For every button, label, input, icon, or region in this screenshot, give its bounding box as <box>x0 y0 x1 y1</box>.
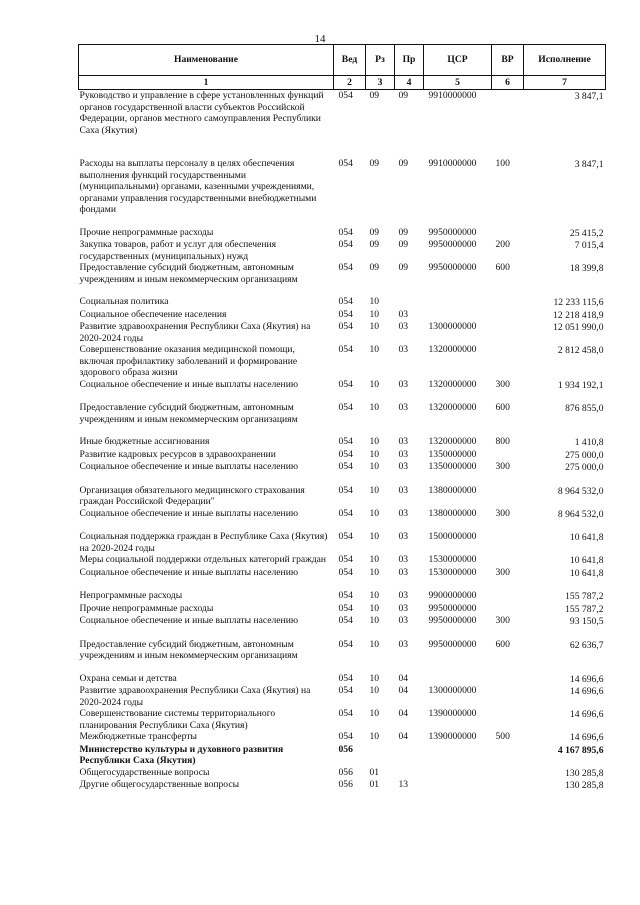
cell-csr <box>424 309 492 322</box>
spacer-row <box>79 136 606 147</box>
cell-rz: 10 <box>369 402 380 413</box>
cell-ved: 054 <box>338 615 353 626</box>
cell-rz: 10 <box>369 566 380 578</box>
cell-value: 1 934 192,1 <box>557 379 604 391</box>
cell-rz: 09 <box>369 158 380 169</box>
cell-name: Социальная политика <box>79 296 169 307</box>
cell-name: Социальное обеспечение и иные выплаты населению <box>79 378 298 390</box>
table-row <box>79 402 606 425</box>
cell-rz: 10 <box>369 531 380 542</box>
cell-csr: 1380000000 <box>428 484 477 496</box>
cell-pr: 03 <box>398 531 409 542</box>
cell-pr: 03 <box>398 402 409 413</box>
cell-rz: 09 <box>369 226 380 238</box>
cell-name: Прочие непрограммные расходы <box>79 226 214 238</box>
cell-value: 3 847,1 <box>574 159 604 170</box>
cell-ved: 054 <box>338 708 353 719</box>
spacer-row <box>79 425 606 436</box>
budget-table <box>78 44 606 792</box>
cell-vr <box>492 296 524 309</box>
cell-vr <box>492 309 524 322</box>
cell-ved: 054 <box>338 378 353 390</box>
table-row <box>79 731 606 744</box>
cell-value: 14 696,6 <box>569 709 604 720</box>
cell-csr: 9950000000 <box>428 615 477 626</box>
cell-rz: 10 <box>369 615 380 626</box>
cell-value: 130 285,8 <box>565 780 604 791</box>
spacer-row <box>79 579 606 590</box>
spacer-row <box>79 474 606 485</box>
spacer-cell <box>79 579 606 590</box>
cell-pr: 04 <box>398 731 409 742</box>
cell-value: 12 051 990,0 <box>553 322 604 333</box>
cell-ved: 054 <box>338 602 353 614</box>
table-row <box>79 590 606 603</box>
cell-rz: 10 <box>369 344 380 355</box>
table-row <box>79 603 606 616</box>
cell-value: 275 000,0 <box>565 462 604 473</box>
cell-csr: 1320000000 <box>428 402 477 413</box>
cell-name: Социальное обеспечение и иные выплаты населению <box>79 566 298 578</box>
header-rz: Рз <box>366 45 395 76</box>
column-number: 5 <box>424 76 492 90</box>
table-row <box>79 744 606 767</box>
table-row <box>79 321 606 344</box>
spacer-cell <box>79 628 606 639</box>
cell-rz: 10 <box>369 590 380 601</box>
cell-pr: 03 <box>398 566 409 578</box>
table-row <box>79 309 606 322</box>
cell-pr: 03 <box>398 321 409 332</box>
cell-vr: 100 <box>495 158 510 169</box>
header-csr: ЦСР <box>424 45 492 76</box>
cell-rz: 10 <box>369 507 380 519</box>
cell-name: Общегосударственные вопросы <box>79 766 210 778</box>
cell-value: 10 641,8 <box>569 555 604 566</box>
cell-pr: 03 <box>398 484 409 496</box>
cell-vr <box>492 90 524 137</box>
cell-vr <box>492 449 524 462</box>
spacer-row <box>79 216 606 227</box>
cell-value: 2 812 458,0 <box>557 345 604 356</box>
cell-value: 1 410,8 <box>574 437 604 448</box>
cell-vr <box>492 227 524 240</box>
cell-csr: 1530000000 <box>428 566 477 578</box>
cell-ved: 054 <box>338 308 353 320</box>
cell-rz: 10 <box>369 685 380 696</box>
cell-csr: 1530000000 <box>428 554 477 565</box>
cell-csr: 1300000000 <box>428 685 477 696</box>
cell-value: 10 641,8 <box>569 567 604 579</box>
cell-csr <box>424 744 492 767</box>
cell-ved: 056 <box>338 743 353 755</box>
cell-csr <box>424 673 492 686</box>
cell-vr <box>492 673 524 686</box>
cell-csr: 9900000000 <box>428 590 477 601</box>
cell-name: Межбюджетные трансферты <box>79 731 197 742</box>
table-row <box>79 567 606 580</box>
table-body <box>79 90 606 792</box>
cell-name: Прочие непрограммные расходы <box>79 602 214 614</box>
cell-vr <box>492 708 524 731</box>
cell-pr <box>395 744 424 767</box>
cell-csr: 1320000000 <box>428 436 477 447</box>
cell-name: Предоставление субсидий бюджетным, автономным учреждениям и иным некоммерческим организациям <box>79 262 298 285</box>
column-number: 7 <box>524 76 606 90</box>
cell-ved: 056 <box>338 766 353 778</box>
spacer-row <box>79 520 606 531</box>
cell-vr: 300 <box>495 507 510 519</box>
cell-csr: 9910000000 <box>428 90 477 101</box>
cell-vr <box>492 744 524 767</box>
cell-value: 10 641,8 <box>569 532 604 543</box>
cell-value: 4 167 895,6 <box>557 744 604 756</box>
cell-pr <box>395 767 424 780</box>
spacer-cell <box>79 136 606 147</box>
cell-name: Министерство культуры и духовного развития Республики Саха (Якутия) <box>79 743 284 766</box>
column-number: 4 <box>395 76 424 90</box>
column-number: 1 <box>79 76 334 90</box>
cell-value: 876 855,0 <box>565 403 604 414</box>
cell-value: 62 636,7 <box>569 639 604 651</box>
cell-value: 18 399,8 <box>569 263 604 274</box>
cell-value: 12 218 418,9 <box>553 309 604 321</box>
cell-rz <box>366 744 395 767</box>
cell-vr: 600 <box>495 402 510 413</box>
cell-value: 14 696,6 <box>569 673 604 685</box>
spacer-cell <box>79 662 606 673</box>
cell-csr <box>424 296 492 309</box>
table-row <box>79 508 606 521</box>
table-row <box>79 673 606 686</box>
cell-name: Предоставление субсидий бюджетным, автономным учреждениям и иным некоммерческим организациям <box>79 402 298 425</box>
cell-pr <box>395 296 424 309</box>
cell-ved: 054 <box>338 158 353 169</box>
cell-pr: 09 <box>398 90 409 101</box>
cell-csr <box>424 767 492 780</box>
spacer-cell <box>79 425 606 436</box>
cell-rz: 09 <box>369 90 380 101</box>
table-row <box>79 379 606 392</box>
cell-pr: 03 <box>398 344 409 355</box>
cell-value: 25 415,2 <box>569 227 604 239</box>
header-pr: Пр <box>395 45 424 76</box>
cell-rz: 10 <box>369 731 380 742</box>
cell-pr: 03 <box>398 554 409 565</box>
cell-name: Расходы на выплаты персоналу в целях обеспечения выполнения функций государственными (муниципальными) органами, казенными учреждениями, органами управления государственными внебюджетными фондами <box>79 158 317 215</box>
cell-vr: 600 <box>495 638 510 650</box>
cell-value: 8 964 532,0 <box>557 508 604 520</box>
cell-vr <box>492 767 524 780</box>
cell-ved: 054 <box>338 262 353 273</box>
cell-rz: 10 <box>369 708 380 719</box>
cell-vr <box>492 685 524 708</box>
table-row <box>79 90 606 137</box>
header-name: Наименование <box>79 45 334 76</box>
cell-name: Развитие кадровых ресурсов в здравоохранении <box>79 448 276 460</box>
cell-csr: 1500000000 <box>428 531 477 542</box>
cell-value: 7 015,4 <box>574 240 604 251</box>
header-vr: ВР <box>492 45 524 76</box>
header-ved: Вед <box>334 45 366 76</box>
cell-vr: 300 <box>495 615 510 626</box>
cell-pr: 13 <box>398 779 409 790</box>
cell-vr <box>492 590 524 603</box>
cell-ved: 054 <box>338 239 353 250</box>
cell-ved: 054 <box>338 731 353 742</box>
cell-name: Меры социальной поддержки отдельных категорий граждан <box>79 554 327 565</box>
cell-pr: 03 <box>398 507 409 519</box>
cell-rz: 01 <box>369 779 380 790</box>
cell-rz: 10 <box>369 436 380 447</box>
cell-vr: 800 <box>495 436 510 447</box>
cell-pr: 09 <box>398 158 409 169</box>
cell-pr: 04 <box>398 685 409 696</box>
cell-vr: 600 <box>495 262 510 273</box>
spacer-row <box>79 662 606 673</box>
cell-csr: 9950000000 <box>428 602 477 614</box>
cell-rz: 10 <box>369 308 380 320</box>
column-number: 3 <box>366 76 395 90</box>
spacer-row <box>79 391 606 402</box>
cell-rz: 10 <box>369 672 380 684</box>
cell-pr: 03 <box>398 461 409 472</box>
cell-rz: 09 <box>369 239 380 250</box>
cell-rz: 01 <box>369 766 380 778</box>
cell-name: Совершенствование системы территориального планирования Республики Саха (Якутия) <box>79 708 276 731</box>
cell-vr <box>492 531 524 554</box>
cell-csr: 9950000000 <box>428 638 477 650</box>
spacer-cell <box>79 285 606 296</box>
cell-value: 93 150,5 <box>569 616 604 627</box>
cell-value: 14 696,6 <box>569 732 604 743</box>
cell-rz: 10 <box>369 602 380 614</box>
table-row <box>79 158 606 216</box>
cell-name: Другие общегосударственные вопросы <box>79 779 240 790</box>
cell-vr <box>492 603 524 616</box>
table-row <box>79 779 606 792</box>
spacer-cell <box>79 147 606 158</box>
cell-pr: 03 <box>398 590 409 601</box>
cell-pr: 09 <box>398 239 409 250</box>
table-row <box>79 767 606 780</box>
cell-vr <box>492 779 524 792</box>
cell-name: Развитие здравоохранения Республики Саха (Якутия) на 2020-2024 годы <box>79 321 311 344</box>
cell-ved: 054 <box>338 321 353 332</box>
cell-csr: 1320000000 <box>428 344 477 355</box>
cell-name: Закупка товаров, работ и услуг для обеспечения государственных (муниципальных) нужд <box>79 239 277 262</box>
cell-name: Социальное обеспечение и иные выплаты населению <box>79 615 298 626</box>
cell-csr: 9950000000 <box>428 239 477 250</box>
table-row <box>79 685 606 708</box>
spacer-cell <box>79 391 606 402</box>
table-row <box>79 344 606 379</box>
header-row <box>79 45 606 76</box>
header-ispolnenie: Исполнение <box>524 45 606 76</box>
cell-pr: 03 <box>398 436 409 447</box>
cell-ved: 054 <box>338 672 353 684</box>
cell-rz: 10 <box>369 484 380 496</box>
cell-vr: 300 <box>495 461 510 472</box>
cell-vr <box>492 554 524 567</box>
cell-ved: 054 <box>338 226 353 238</box>
cell-vr: 200 <box>495 239 510 250</box>
cell-csr <box>424 779 492 792</box>
cell-ved: 054 <box>338 638 353 650</box>
cell-pr: 09 <box>398 226 409 238</box>
cell-ved: 054 <box>338 484 353 496</box>
cell-name: Охрана семьи и детства <box>79 672 177 684</box>
budget-table-container <box>78 44 605 792</box>
cell-rz: 10 <box>369 378 380 390</box>
cell-value: 8 964 532,0 <box>557 485 604 497</box>
table-row <box>79 461 606 474</box>
cell-name: Социальное обеспечение населения <box>79 308 227 320</box>
spacer-row <box>79 285 606 296</box>
cell-name: Непрограммные расходы <box>79 590 183 601</box>
cell-value: 155 787,2 <box>565 591 604 602</box>
cell-ved: 054 <box>338 296 353 307</box>
cell-pr: 03 <box>398 448 409 460</box>
cell-ved: 054 <box>338 566 353 578</box>
cell-csr: 9910000000 <box>428 158 477 169</box>
table-row <box>79 227 606 240</box>
column-number: 6 <box>492 76 524 90</box>
spacer-cell <box>79 474 606 485</box>
cell-name: Иные бюджетные ассигнования <box>79 436 210 447</box>
column-number: 2 <box>334 76 366 90</box>
cell-name: Предоставление субсидий бюджетным, автономным учреждениям и иным некоммерческим организациям <box>79 638 298 661</box>
cell-rz: 09 <box>369 262 380 273</box>
cell-ved: 054 <box>338 531 353 542</box>
cell-vr <box>492 344 524 379</box>
cell-name: Совершенствование оказания медицинской помощи, включая профилактику заболеваний и формирование здорового образа жизни <box>79 344 298 378</box>
cell-pr: 04 <box>398 708 409 719</box>
cell-rz: 10 <box>369 448 380 460</box>
table-row <box>79 436 606 449</box>
table-row <box>79 239 606 262</box>
cell-rz: 10 <box>369 461 380 472</box>
table-row <box>79 449 606 462</box>
cell-name: Социальная поддержка граждан в Республике Саха (Якутия) на 2020-2024 годы <box>79 531 328 554</box>
table-row <box>79 531 606 554</box>
table-row <box>79 615 606 628</box>
cell-value: 12 233 115,6 <box>553 297 604 308</box>
cell-csr: 1350000000 <box>428 448 477 460</box>
cell-ved: 054 <box>338 685 353 696</box>
cell-ved: 054 <box>338 90 353 101</box>
cell-ved: 054 <box>338 461 353 472</box>
cell-value: 275 000,0 <box>565 449 604 461</box>
cell-csr: 1380000000 <box>428 507 477 519</box>
table-row <box>79 639 606 662</box>
cell-pr: 03 <box>398 308 409 320</box>
cell-vr <box>492 485 524 508</box>
cell-rz: 10 <box>369 554 380 565</box>
cell-name: Социальное обеспечение и иные выплаты населению <box>79 507 298 519</box>
cell-vr: 500 <box>495 731 510 742</box>
cell-ved: 054 <box>338 402 353 413</box>
table-row <box>79 296 606 309</box>
cell-pr: 09 <box>398 262 409 273</box>
cell-pr: 03 <box>398 378 409 390</box>
cell-ved: 054 <box>338 436 353 447</box>
cell-value: 130 285,8 <box>565 767 604 779</box>
cell-name: Развитие здравоохранения Республики Саха (Якутия) на 2020-2024 годы <box>79 685 311 708</box>
spacer-cell <box>79 520 606 531</box>
cell-csr: 1350000000 <box>428 461 477 472</box>
cell-name: Социальное обеспечение и иные выплаты населению <box>79 461 298 472</box>
cell-csr: 9950000000 <box>428 262 477 273</box>
cell-rz: 10 <box>369 638 380 650</box>
table-row <box>79 554 606 567</box>
cell-csr: 1390000000 <box>428 708 477 719</box>
cell-pr: 03 <box>398 638 409 650</box>
cell-vr: 300 <box>495 566 510 578</box>
spacer-row <box>79 628 606 639</box>
cell-pr: 04 <box>398 672 409 684</box>
cell-rz: 10 <box>369 296 380 307</box>
cell-ved: 054 <box>338 448 353 460</box>
table-row <box>79 262 606 285</box>
cell-value: 155 787,2 <box>565 603 604 615</box>
page-number: 14 <box>314 33 326 45</box>
cell-vr <box>492 321 524 344</box>
cell-ved: 054 <box>338 344 353 355</box>
cell-rz: 10 <box>369 321 380 332</box>
table-row <box>79 708 606 731</box>
cell-value: 14 696,6 <box>569 686 604 697</box>
cell-csr: 1320000000 <box>428 378 477 390</box>
cell-csr: 9950000000 <box>428 226 477 238</box>
cell-csr: 1300000000 <box>428 321 477 332</box>
cell-name: Организация обязательного медицинского страхования граждан Российской Федерации" <box>79 484 305 507</box>
cell-value: 3 847,1 <box>574 91 604 102</box>
cell-csr: 1390000000 <box>428 731 477 742</box>
cell-vr: 300 <box>495 378 510 390</box>
cell-pr: 03 <box>398 615 409 626</box>
cell-pr: 03 <box>398 602 409 614</box>
cell-ved: 054 <box>338 554 353 565</box>
cell-ved: 056 <box>338 779 353 790</box>
cell-ved: 054 <box>338 507 353 519</box>
column-number-row <box>79 76 606 90</box>
cell-name: Руководство и управление в сфере установленных функций органов государственной власти субъектов Российской Федерации, органов местного самоуправления Республики Саха (Якутия) <box>79 90 324 136</box>
spacer-cell <box>79 216 606 227</box>
spacer-row <box>79 147 606 158</box>
table-row <box>79 485 606 508</box>
cell-ved: 054 <box>338 590 353 601</box>
